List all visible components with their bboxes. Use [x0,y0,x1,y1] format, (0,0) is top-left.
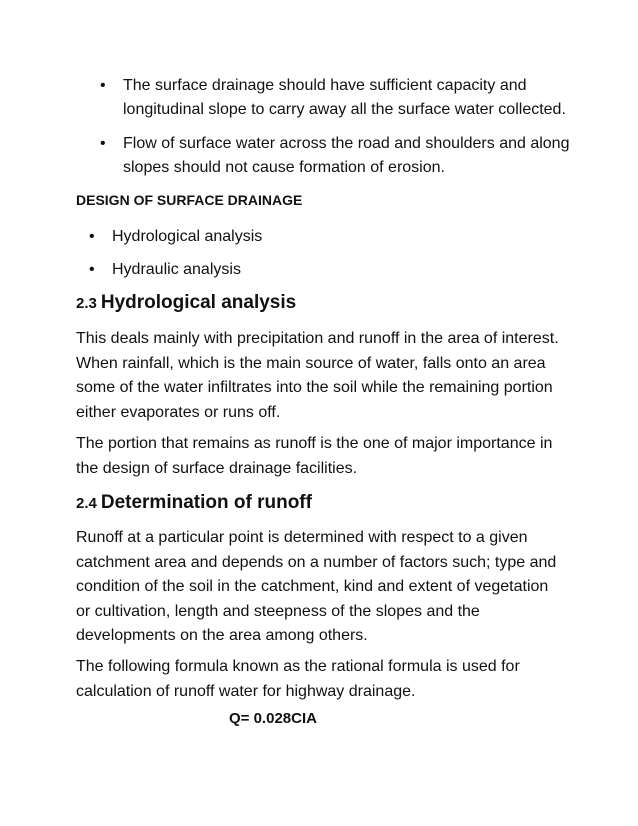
list-item-text: Flow of surface water across the road and shoulders and along slopes should not cause formation of erosion. [123,135,570,176]
list-item [89,258,489,282]
section-title: Hydrological analysis [100,292,297,313]
section-heading-2-3 [76,290,296,317]
rational-formula: Q= 0.028CIA [229,710,317,727]
list-item [100,74,580,122]
list-item-text: Hydraulic analysis [112,261,241,278]
bullet-icon: • [100,77,106,94]
list-item [89,225,489,249]
design-steps-list [89,225,489,291]
paragraph: This deals mainly with precipitation and runoff in the area of interest. When rainfall, which is the main source of water, falls onto an area some of the water infiltrates into the soil while the remaining portion either evaporates or runs off. [76,330,559,421]
bullet-icon: • [100,135,106,152]
paragraph: The following formula known as the rational formula is used for calculation of runoff water for highway drainage. [76,658,520,700]
section-number: 2.4 [76,495,97,512]
section-heading-2-4 [76,490,312,517]
bullet-icon: • [89,261,95,278]
paragraph: Runoff at a particular point is determined with respect to a given catchment area and depends on a number of factors such; type and condition of the soil in the catchment, kind and extent of vegetation or cultivation, length and steepness of the slopes and the developments on the area among others. [76,529,557,644]
section-title: Determination of runoff [100,492,312,513]
list-item [100,132,580,180]
paragraph: The portion that remains as runoff is the one of major importance in the design of surface drainage facilities. [76,435,553,477]
drainage-requirements-list [100,74,580,190]
list-item-text: Hydrological analysis [112,228,263,245]
design-heading: DESIGN OF SURFACE DRAINAGE [76,192,303,208]
section-number: 2.3 [76,295,97,312]
list-item-text: The surface drainage should have sufficient capacity and longitudinal slope to carry away all the surface water collected. [123,77,566,118]
bullet-icon: • [89,228,95,245]
